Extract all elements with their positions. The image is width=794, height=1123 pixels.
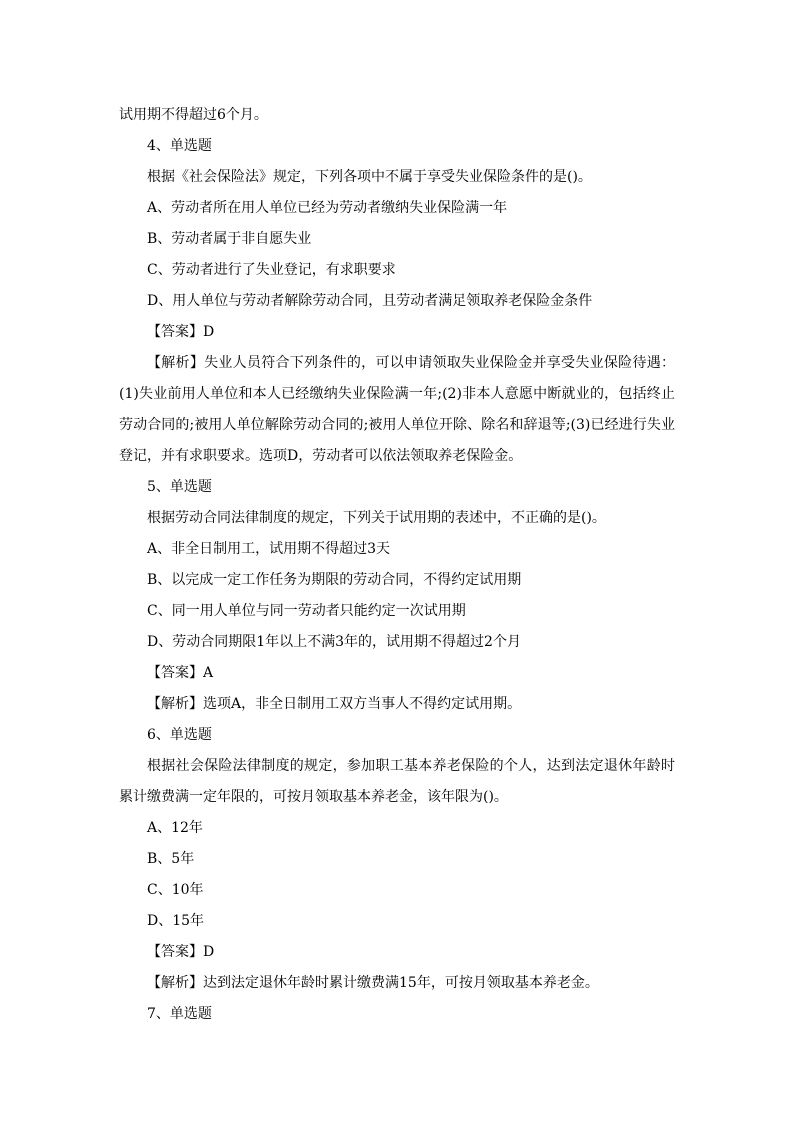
option-d: D、劳动合同期限1年以上不满3年的，试用期不得超过2个月 — [147, 634, 521, 650]
analysis: 【解析】选项A，非全日制用工双方当事人不得约定试用期。 — [147, 696, 522, 712]
question-number: 5、单选题 — [147, 479, 212, 495]
option-b: B、以完成一定工作任务为期限的劳动合同，不得约定试用期 — [147, 572, 522, 588]
question-stem: 根据社会保险法律制度的规定，参加职工基本养老保险的个人，达到法定退休年龄时累计缴费满一定年限的，可按月领取基本养老金，该年限为()。 — [119, 758, 675, 805]
option-d: D、15年 — [147, 913, 205, 929]
option-a: A、12年 — [147, 820, 203, 836]
question-stem: 根据劳动合同法律制度的规定，下列关于试用期的表述中，不正确的是()。 — [147, 510, 606, 526]
option-c: C、10年 — [147, 882, 204, 898]
answer: 【答案】A — [147, 665, 214, 681]
option-a: A、劳动者所在用人单位已经为劳动者缴纳失业保险满一年 — [147, 200, 508, 216]
text-line: 试用期不得超过6个月。 — [119, 107, 268, 123]
analysis: 【解析】达到法定退休年龄时累计缴费满15年，可按月领取基本养老金。 — [147, 975, 599, 991]
answer: 【答案】D — [147, 324, 215, 340]
option-d: D、用人单位与劳动者解除劳动合同，且劳动者满足领取养老保险金条件 — [147, 293, 593, 309]
option-c: C、劳动者进行了失业登记，有求职要求 — [147, 262, 396, 278]
option-a: A、非全日制用工，试用期不得超过3天 — [147, 541, 391, 557]
option-b: B、5年 — [147, 851, 195, 867]
question-stem: 根据《社会保险法》规定，下列各项中不属于享受失业保险条件的是()。 — [147, 169, 592, 185]
question-number: 4、单选题 — [147, 138, 212, 154]
question-number: 6、单选题 — [147, 727, 212, 743]
answer: 【答案】D — [147, 944, 215, 960]
question-number: 7、单选题 — [147, 1006, 212, 1022]
analysis: 【解析】失业人员符合下列条件的，可以申请领取失业保险金并享受失业保险待遇：(1)失业前用人单位和本人已经缴纳失业保险满一年;(2)非本人意愿中断就业的，包括终止劳动合同的;被用人单位解除劳动合同的;被用人单位开除、除名和辞退等;(3)已经进行失业登记，并有求职要求。选项D，劳动者可以依法领取养老保险金。 — [119, 355, 675, 464]
option-b: B、劳动者属于非自愿失业 — [147, 231, 312, 247]
document-body — [119, 100, 675, 1030]
option-c: C、同一用人单位与同一劳动者只能约定一次试用期 — [147, 603, 466, 619]
